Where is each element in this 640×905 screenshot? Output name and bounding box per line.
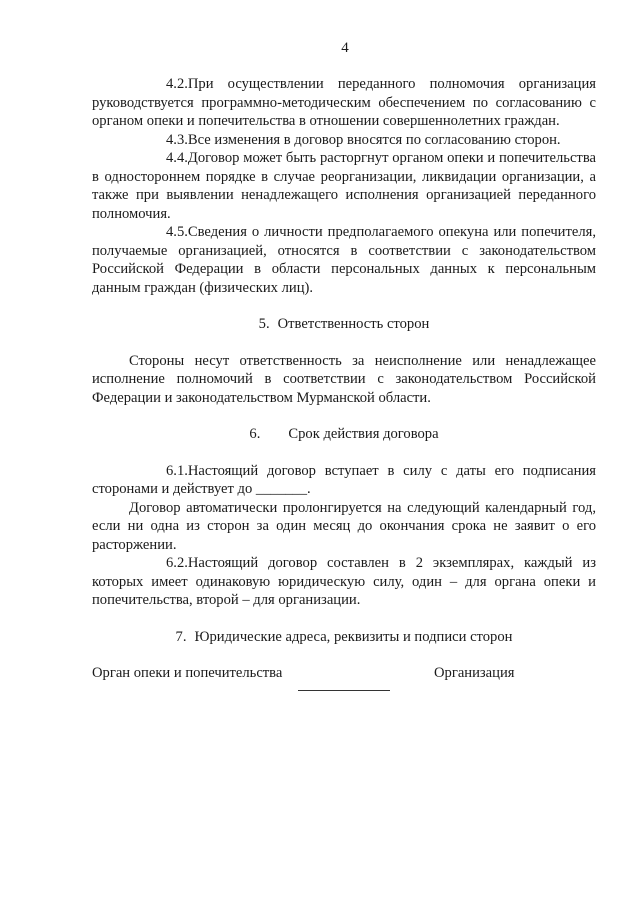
section-title: Юридические адреса, реквизиты и подписи сторон	[194, 628, 513, 645]
organization-label: Организация	[434, 665, 515, 681]
page-number: 4	[341, 40, 349, 56]
clause-4-3	[92, 131, 596, 150]
section-number: 5.	[258, 316, 270, 332]
clause-4-2	[92, 75, 596, 131]
guardianship-authority-label: Орган опеки и попечительства	[92, 665, 283, 681]
clause-text: При осуществлении переданного полномочия организация руководствуется программно-методическим обеспечением по согласованию с органом опеки и попечительства в отношении совершеннолетних граждан.	[92, 76, 596, 129]
section-5-text: Стороны несут ответственность за неисполнение или ненадлежащее исполнение полномочий в соответствии с законодательством Российской Федерации и законодательством Мурманской области.	[92, 352, 596, 406]
clause-number: 4.3.	[166, 131, 188, 148]
section-title: Срок действия договора	[288, 426, 439, 442]
section-number: 6.	[249, 426, 261, 442]
clause-text: Настоящий договор составлен в 2 экземплярах, каждый из которых имеет одинаковую юридическую силу, один – для органа опеки и попечительства, второй – для организации.	[92, 555, 596, 608]
clause-4-4	[92, 149, 596, 223]
section-6-heading	[92, 425, 596, 444]
document-body	[92, 75, 596, 684]
closing-rule	[298, 690, 390, 691]
clause-text: Настоящий договор вступает в силу с даты его подписания сторонами и действует до _______.	[92, 462, 596, 497]
clause-6-2	[92, 554, 596, 610]
clause-number: 4.4.	[166, 150, 188, 166]
section-7-heading	[92, 628, 596, 647]
clause-4-5	[92, 223, 596, 297]
section-5-heading	[92, 315, 596, 334]
clause-text: Договор может быть расторгнут органом опеки и попечительства в одностороннем порядке в случае реорганизации, ликвидации организации, а также при выявлении ненадлежащего исполнения организацией переданного полномочия.	[92, 150, 596, 222]
clause-number: 6.1.	[166, 462, 188, 479]
signature-labels	[92, 664, 596, 684]
clause-6-1-continued: Договор автоматически пролонгируется на следующий календарный год, если ни одна из сторон за один месяц до окончания срока не заявит о его расторжении.	[92, 499, 596, 553]
clause-text: Сведения о личности предполагаемого опекуна или попечителя, получаемые организацией, относятся в соответствии с законодательством Российской Федерации в области персональных данных к персональным данным граждан (физических лиц).	[92, 224, 596, 296]
clause-number: 6.2.	[166, 555, 188, 571]
clause-6-1	[92, 462, 596, 499]
clause-number: 4.2.	[166, 76, 188, 92]
section-title: Ответственность сторон	[277, 316, 430, 332]
clause-number: 4.5.	[166, 224, 188, 240]
section-number: 7.	[175, 628, 187, 645]
clause-text: Все изменения в договор вносятся по согласованию сторон.	[187, 131, 561, 148]
